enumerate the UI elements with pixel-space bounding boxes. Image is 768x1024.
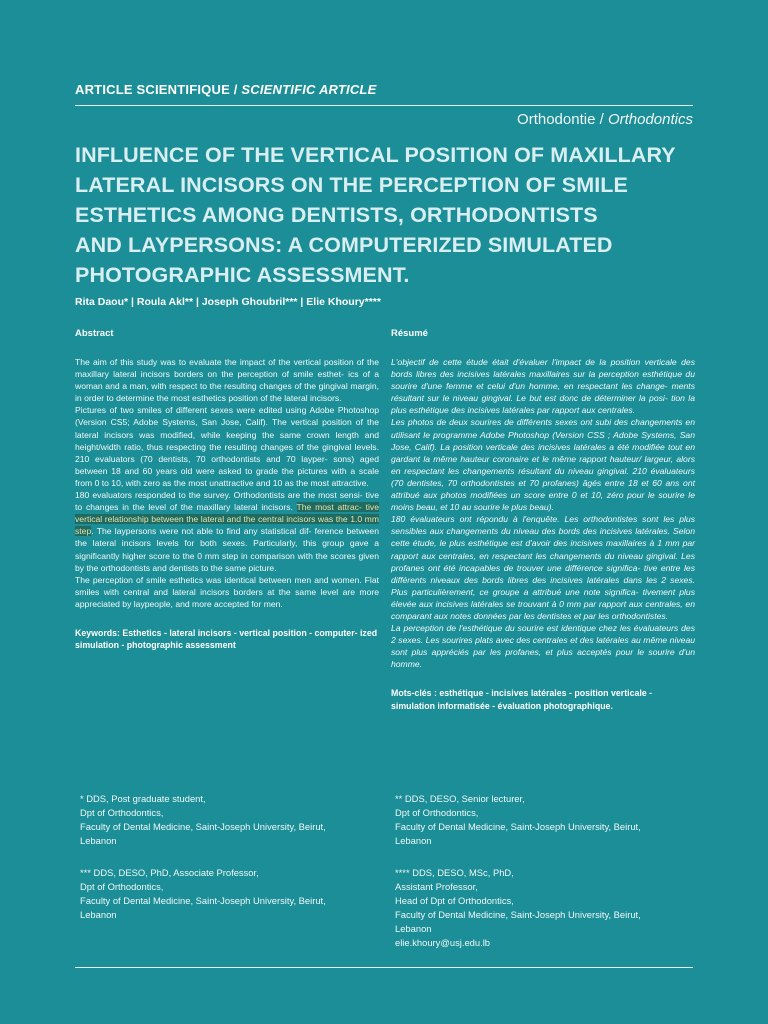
specialty-label [517, 111, 693, 128]
title-line: INFLUENCE OF THE VERTICAL POSITION OF MAXILLARY [75, 143, 676, 167]
affiliation-line: Head of Dpt of Orthodontics, [395, 895, 514, 906]
resume-heading: Résumé [391, 328, 428, 339]
affiliation-line: **** DDS, DESO, MSc, PhD, [395, 867, 514, 878]
affiliation-line: Faculty of Dental Medicine, Saint-Joseph University, Beirut, [395, 909, 641, 920]
affiliation-line: Dpt of Orthodontics, [395, 807, 479, 818]
resume-column [391, 328, 695, 712]
bottom-divider [75, 967, 693, 968]
abstract-text: . The laypersons were not able to find any statistical dif- ference between the lateral incisors levels for both sexes. Particularly, this group gave a significantly higher score to the 0 mm step in comparison with the scores given by the orthodontists and dentists to the same picture. [75, 526, 379, 573]
affiliation-line: Dpt of Orthodontics, [80, 807, 164, 818]
abstract-paragraph [75, 489, 379, 574]
specialty-separator: / [595, 111, 608, 128]
abstract-paragraph: Pictures of two smiles of different sexes were edited using Adobe Photoshop (Version CS5; Adobe Systems, San Jose, Calif). The vertical position of the lateral incisors was modified, while keeping the same crown length and height/width ratio, thus respecting the resulting changes of the gingival levels. 210 evaluators (70 dentists, 70 orthodontists and 70 layper- sons) aged between 18 and 60 years old were asked to grade the pictures with a scale from 0 to 10, with zero as the most unattractive and 10 as the most attractive. [75, 405, 379, 488]
article-title [75, 140, 725, 290]
section-label-fr: ARTICLE SCIENTIFIQUE [75, 82, 230, 97]
resume-paragraph: L'objectif de cette étude était d'évaluer l'impact de la position verticale des bords libres des incisives latérales maxillaires sur la perception esthétique du sourire d'une femme et celui d'un homme, en respectant les change- ments résultant sur le niveau gingival. Le but est donc de déterminer la posi- tion la plus esthétique des incisives latérales par rapport aux centrales. [391, 357, 695, 416]
abstract-body [75, 356, 379, 610]
affiliation-line: * DDS, Post graduate student, [80, 793, 206, 804]
affiliation-3 [80, 866, 326, 922]
affiliation-1 [80, 792, 326, 848]
resume-body [391, 356, 695, 670]
abstract-paragraph: The perception of smile esthetics was identical between men and women. Flat smiles with central and lateral incisors borders at the same level are more appreciated by laypeople, and more accepted for men. [75, 574, 379, 609]
abstract-text: 180 evaluators responded to the survey. Orthodontists are the most sensi- tive to changes in the level of the maxillary lateral incisors. [75, 490, 379, 513]
affiliation-4 [395, 866, 641, 950]
affiliation-2 [395, 792, 641, 848]
author-list: Rita Daou* | Roula Akl** | Joseph Ghoubril*** | Elie Khoury**** [75, 296, 381, 308]
section-separator: / [229, 82, 242, 97]
author-email: elie.khoury@usj.edu.lb [395, 937, 490, 948]
specialty-fr: Orthodontie [517, 111, 596, 128]
title-line: ESTHETICS AMONG DENTISTS, ORTHODONTISTS [75, 203, 598, 227]
affiliation-line: Faculty of Dental Medicine, Saint-Joseph University, Beirut, [80, 821, 326, 832]
affiliation-line: Faculty of Dental Medicine, Saint-Joseph University, Beirut, [80, 895, 326, 906]
affiliation-line: Lebanon [395, 923, 432, 934]
section-label-en: SCIENTIFIC ARTICLE [241, 82, 377, 97]
specialty-en: Orthodontics [607, 111, 693, 128]
resume-keywords: Mots-clés : esthétique - incisives latérales - position verticale - simulation informatisée - évaluation photographique. [391, 688, 653, 711]
resume-paragraph: Les photos de deux sourires de différents sexes ont subi des changements en utilisant le programme Adobe Photoshop (Version CSS ; Adobe Systems, San Jose, Calif). La position verticale des incisives latérales a été modifiée tout en gardant la même hauteur coronaire et le même rapport hauteur/ largeur, alors en respectant les changements résultant du niveau gingival. 210 évaluateurs (70 dentistes, 70 orthodontistes et 70 profanes) âgés entre 18 et 60 ans ont attribué aux photos modifiées un score entre 0 et 10, zéro pour le sourire le moins beau, et 10 au sourire le plus beau). [391, 417, 695, 513]
resume-paragraph: La perception de l'esthétique du sourire est identique chez les évaluateurs des 2 sexes. Les sourires plats avec des centrales et des latérales au même niveau sont plus appréciés par les profanes, et plus acceptés pour le sourire d'un homme. [391, 623, 695, 670]
title-line: LATERAL INCISORS ON THE PERCEPTION OF SMILE [75, 173, 628, 197]
abstract-column [75, 328, 379, 652]
abstract-keywords: Keywords: Esthetics - lateral incisors - vertical position - computer- ized simulation - photographic assessment [75, 627, 378, 651]
highlighted-text: The most attrac- tive vertical relationship between the lateral and the central incisors was the 1.0 mm step [75, 502, 379, 537]
affiliation-line: Assistant Professor, [395, 881, 478, 892]
affiliation-line: Lebanon [80, 909, 117, 920]
affiliation-line: *** DDS, DESO, PhD, Associate Professor, [80, 867, 259, 878]
affiliation-line: Faculty of Dental Medicine, Saint-Joseph University, Beirut, [395, 821, 641, 832]
affiliation-line: Lebanon [80, 835, 117, 846]
title-line: PHOTOGRAPHIC ASSESSMENT. [75, 263, 410, 287]
abstract-heading: Abstract [75, 328, 114, 339]
section-label [75, 82, 376, 97]
resume-paragraph: 180 évaluateurs ont répondu à l'enquête. Les orthodontistes sont les plus sensibles aux changements du niveau des bords des incisives latérales. Selon cette étude, le plus esthétique est d'avoir des incisives maxillaires à 1 mm par rapport aux centrales, en respectant les changements du niveau gingival. Les profanes ont été incapables de trouver une différence significa- tive entre les différents niveaux des bords libres des incisives latérales dans les 2 sexes. Plus particulièrement, ce groupe a attribué une note significa- tivement plus élevée aux incisives latérales se trouvant à 0 mm par rapport aux centrales, en comparant aux notes données par les dentistes et par les orthodontistes. [391, 514, 695, 621]
affiliation-line: ** DDS, DESO, Senior lecturer, [395, 793, 525, 804]
affiliation-line: Lebanon [395, 835, 432, 846]
abstract-paragraph: The aim of this study was to evaluate the impact of the vertical position of the maxillary lateral incisors borders on the perception of smile esthet- ics of a woman and a man, with respect to the resulting changes of the gingival margin, in order to determine the most esthetics position of the lateral incisors. [75, 357, 379, 404]
affiliation-line: Dpt of Orthodontics, [80, 881, 164, 892]
title-line: AND LAYPERSONS: A COMPUTERIZED SIMULATED [75, 233, 613, 257]
top-divider [75, 105, 693, 106]
